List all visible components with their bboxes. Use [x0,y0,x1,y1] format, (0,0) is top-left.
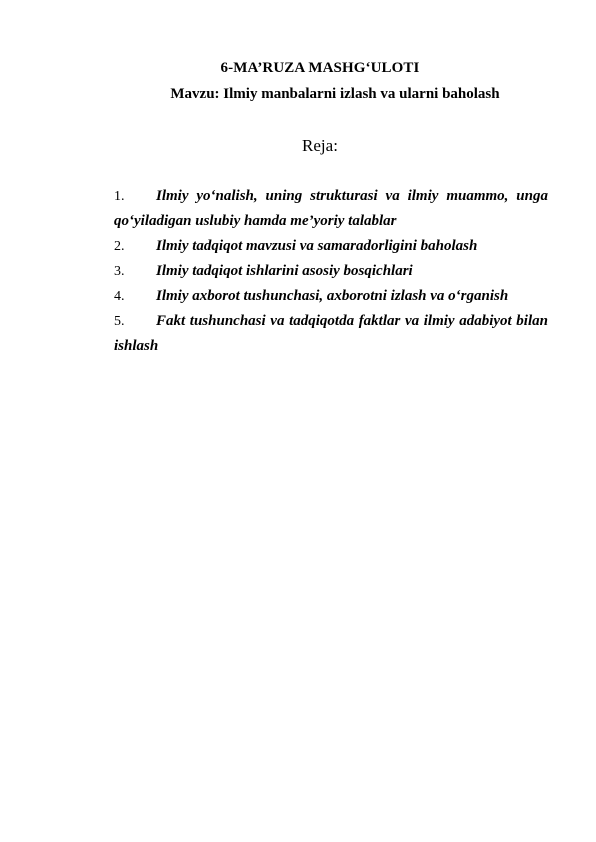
plan-heading: Reja: [302,136,338,155]
plan-list [114,184,548,359]
plan-item-text: Fakt tushunchasi va tadqiqotda faktlar va ilmiy adabiyot bilan ishlash [114,313,548,354]
plan-item-text: Ilmiy tadqiqot mavzusi va samaradorligini baholash [156,238,478,254]
plan-item-number: 1. [114,189,125,204]
plan-item-number: 4. [114,289,125,304]
plan-item-text: Ilmiy axborot tushunchasi, axborotni izlash va o‘rganish [156,288,509,304]
plan-item-1 [114,184,548,234]
plan-item-number: 3. [114,264,125,279]
plan-item-5 [114,309,548,359]
lecture-title: 6-MA’RUZA MASHG‘ULOTI [220,60,420,76]
plan-item-text: Ilmiy yo‘nalish, uning strukturasi va ilmiy muammo, unga qo‘yiladigan uslubiy hamda me’yoriy talablar [114,188,548,229]
plan-item-text: Ilmiy tadqiqot ishlarini asosiy bosqichlari [156,263,413,279]
plan-item-3 [114,259,548,284]
plan-item-4 [114,284,548,309]
plan-item-number: 5. [114,314,125,329]
plan-item-number: 2. [114,239,125,254]
lecture-topic: Mavzu: Ilmiy manbalarni izlash va ularni baholash [170,86,500,102]
plan-item-2 [114,234,548,259]
